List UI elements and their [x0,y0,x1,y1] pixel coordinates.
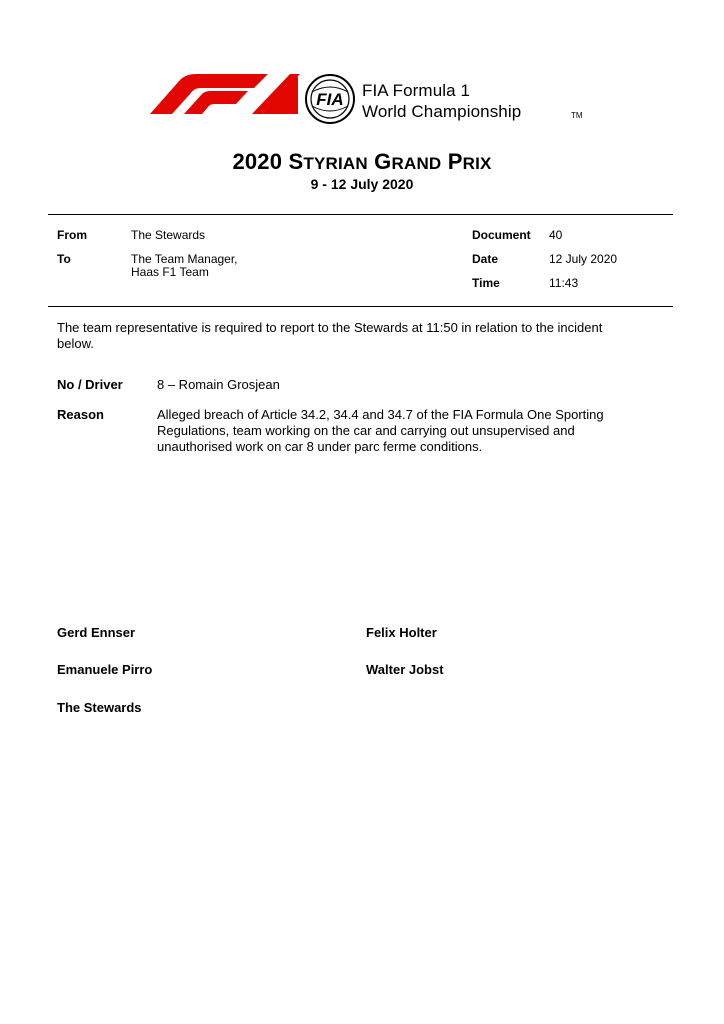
title-word3-cap: P [447,149,463,174]
document-value: 40 [549,228,563,242]
intro-line2: below. [57,336,94,351]
f1-fia-logo [150,74,590,124]
title-word3-rest: RIX [462,154,492,173]
title-word1-rest: TYRIAN [303,154,368,173]
to-label: To [57,252,71,266]
date-label: Date [472,252,499,266]
date-value: 12 July 2020 [549,252,618,266]
steward-emanuele-pirro: Emanuele Pirro [57,662,153,677]
to-value-line2: Haas F1 Team [131,265,209,279]
reason-label: Reason [57,407,104,422]
the-stewards-signoff: The Stewards [57,700,142,715]
steward-felix-holter: Felix Holter [366,625,437,640]
title-word2-cap: G [374,149,392,174]
f1-logo-icon [150,74,300,114]
steward-gerd-ennser: Gerd Ennser [57,625,136,640]
to-value-line1: The Team Manager, [131,252,238,266]
driver-label: No / Driver [57,377,123,392]
reason-line1: Alleged breach of Article 34.2, 34.4 and 34.7 of the FIA Formula One Sporting [157,407,604,422]
intro-line1: The team representative is required to report to the Stewards at 11:50 in relation to the incident [57,320,603,335]
reason-line2: Regulations, team working on the car and carrying out unsupervised and [157,423,575,438]
reason-line3: unauthorised work on car 8 under parc ferme conditions. [157,439,483,454]
title-year: 2020 [232,149,283,174]
time-label: Time [472,276,500,290]
driver-value: 8 – Romain Grosjean [157,377,280,392]
logo-line1: FIA Formula 1 [362,81,471,100]
logo-line2: World Championship [362,102,522,121]
event-dates: 9 - 12 July 2020 [310,176,414,192]
steward-walter-jobst: Walter Jobst [366,662,444,677]
title-word2-rest: RAND [391,154,442,173]
page-title [0,149,724,175]
fia-mark: FIA [316,90,344,109]
top-divider [48,214,673,215]
title-word1-cap: S [288,149,304,174]
document-label: Document [472,228,531,242]
fia-seal-icon [306,75,354,123]
time-value: 11:43 [549,276,579,290]
from-value: The Stewards [131,228,206,242]
logo-tm: TM [571,111,583,120]
from-label: From [57,228,87,242]
bottom-divider [48,306,673,307]
